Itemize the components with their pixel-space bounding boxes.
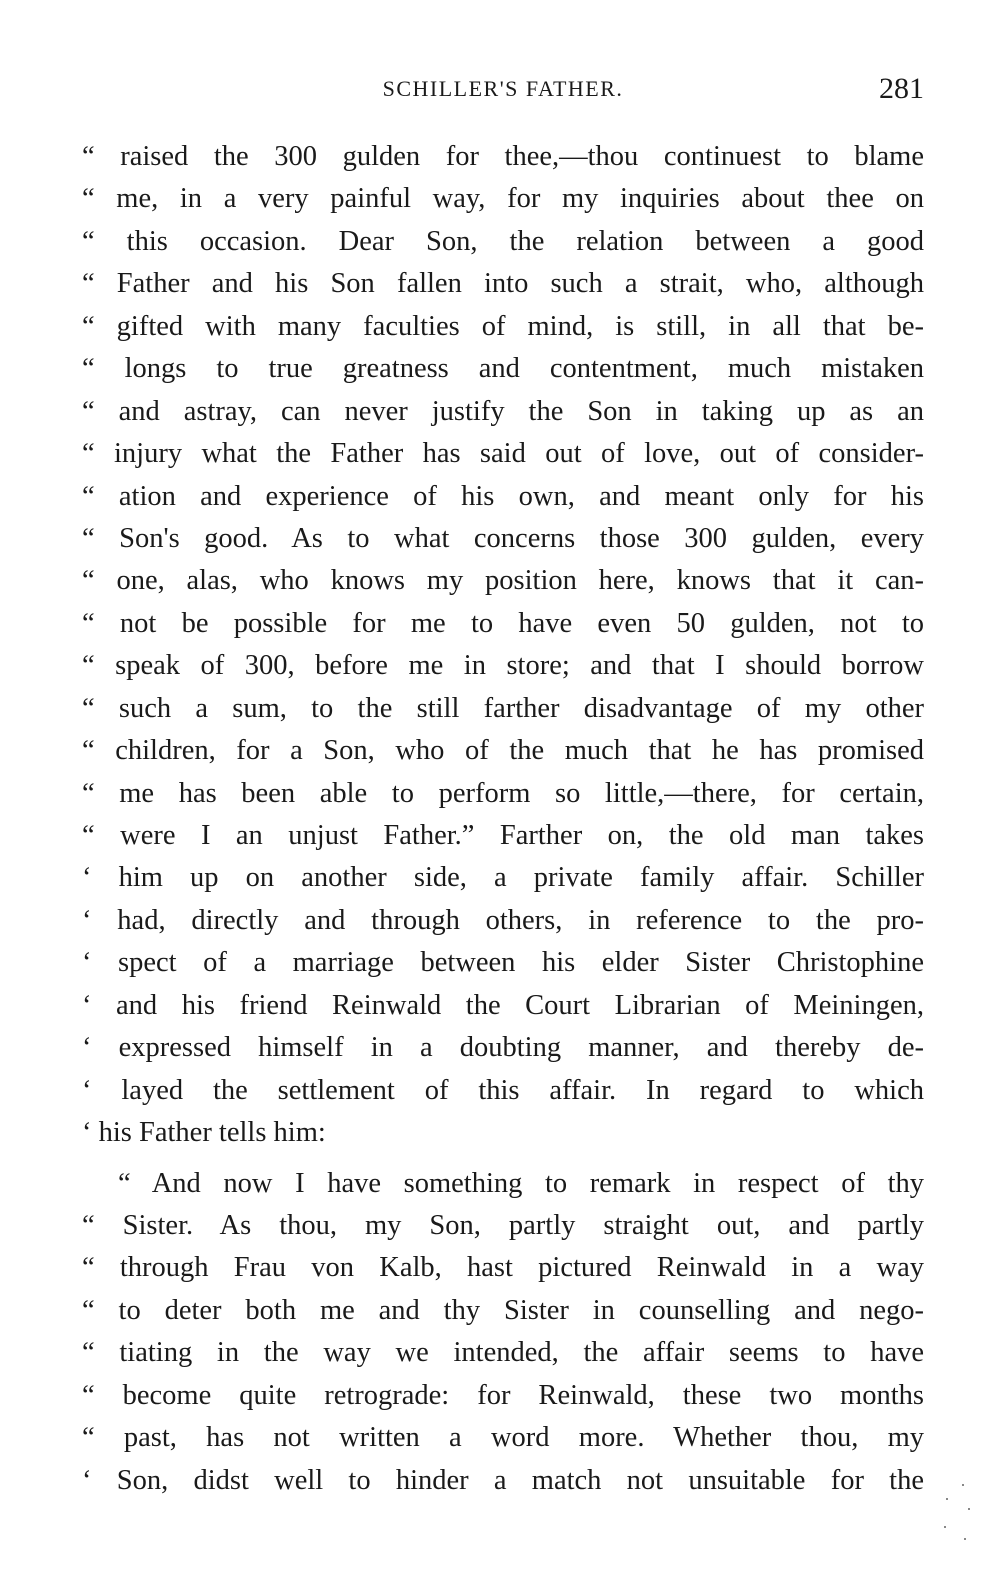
text-line: “ children, for a Son, who of the much that he has promised	[82, 735, 924, 767]
text-line: “ this occasion. Dear Son, the relation between a good	[82, 225, 924, 257]
text-line: “ through Frau von Kalb, hast pictured Reinwald in a way	[82, 1252, 924, 1284]
text-line: “ gifted with many faculties of mind, is still, in all that be-	[82, 310, 924, 342]
paragraph-2	[82, 1163, 924, 1503]
text-line: “ Father and his Son fallen into such a strait, who, although	[82, 268, 924, 300]
text-line: ‘ Son, didst well to hinder a match not unsuitable for the	[82, 1464, 924, 1496]
running-title: SCHILLER'S FATHER.	[382, 76, 624, 101]
text-line: “ me has been able to perform so little,—there, for certain,	[82, 777, 924, 809]
text-line: “ longs to true greatness and contentment, much mistaken	[82, 353, 924, 385]
page-number: 281	[879, 72, 924, 105]
text-line: ‘ layed the settlement of this affair. In regard to which	[82, 1074, 924, 1106]
text-line: “ and astray, can never justify the Son in taking up as an	[82, 395, 924, 427]
text-line: “ ation and experience of his own, and meant only for his	[82, 480, 924, 512]
text-line: ‘ his Father tells him:	[82, 1117, 326, 1149]
text-line: ‘ him up on another side, a private family affair. Schiller	[82, 862, 924, 894]
text-line: “ were I an unjust Father.” Farther on, the old man takes	[82, 820, 924, 851]
paragraph-1	[82, 136, 924, 1155]
text-line: “ And now I have something to remark in respect of thy	[118, 1167, 924, 1199]
running-head	[82, 72, 924, 112]
text-line: “ me, in a very painful way, for my inquiries about thee on	[82, 183, 924, 215]
text-line: “ such a sum, to the still farther disadvantage of my other	[82, 692, 924, 724]
text-line: “ one, alas, who knows my position here, knows that it can-	[82, 565, 924, 597]
text-line: “ speak of 300, before me in store; and that I should borrow	[82, 650, 924, 682]
text-line: “ tiating in the way we intended, the affair seems to have	[82, 1337, 924, 1369]
text-line: “ to deter both me and thy Sister in counselling and nego-	[82, 1294, 924, 1326]
text-line: ‘ expressed himself in a doubting manner, and thereby de-	[82, 1032, 924, 1064]
paragraph-gap	[82, 1155, 924, 1163]
text-line: “ injury what the Father has said out of love, out of consider-	[82, 438, 924, 470]
text-line: “ Sister. As thou, my Son, partly straight out, and partly	[82, 1209, 924, 1241]
text-line: “ Son's good. As to what concerns those 300 gulden, every	[82, 522, 924, 554]
text-line: “ not be possible for me to have even 50 gulden, not to	[82, 607, 924, 639]
body-text	[82, 136, 924, 1502]
scan-margin-specks	[938, 1478, 978, 1558]
text-line: “ raised the 300 gulden for thee,—thou continuest to blame	[82, 141, 924, 172]
text-line: ‘ and his friend Reinwald the Court Librarian of Meiningen,	[82, 989, 924, 1021]
text-line: ‘ had, directly and through others, in reference to the pro-	[82, 904, 924, 936]
text-line: “ become quite retrograde: for Reinwald, these two months	[82, 1379, 924, 1411]
text-line: “ past, has not written a word more. Whether thou, my	[82, 1422, 924, 1454]
text-line: ‘ spect of a marriage between his elder Sister Christophine	[82, 947, 924, 979]
